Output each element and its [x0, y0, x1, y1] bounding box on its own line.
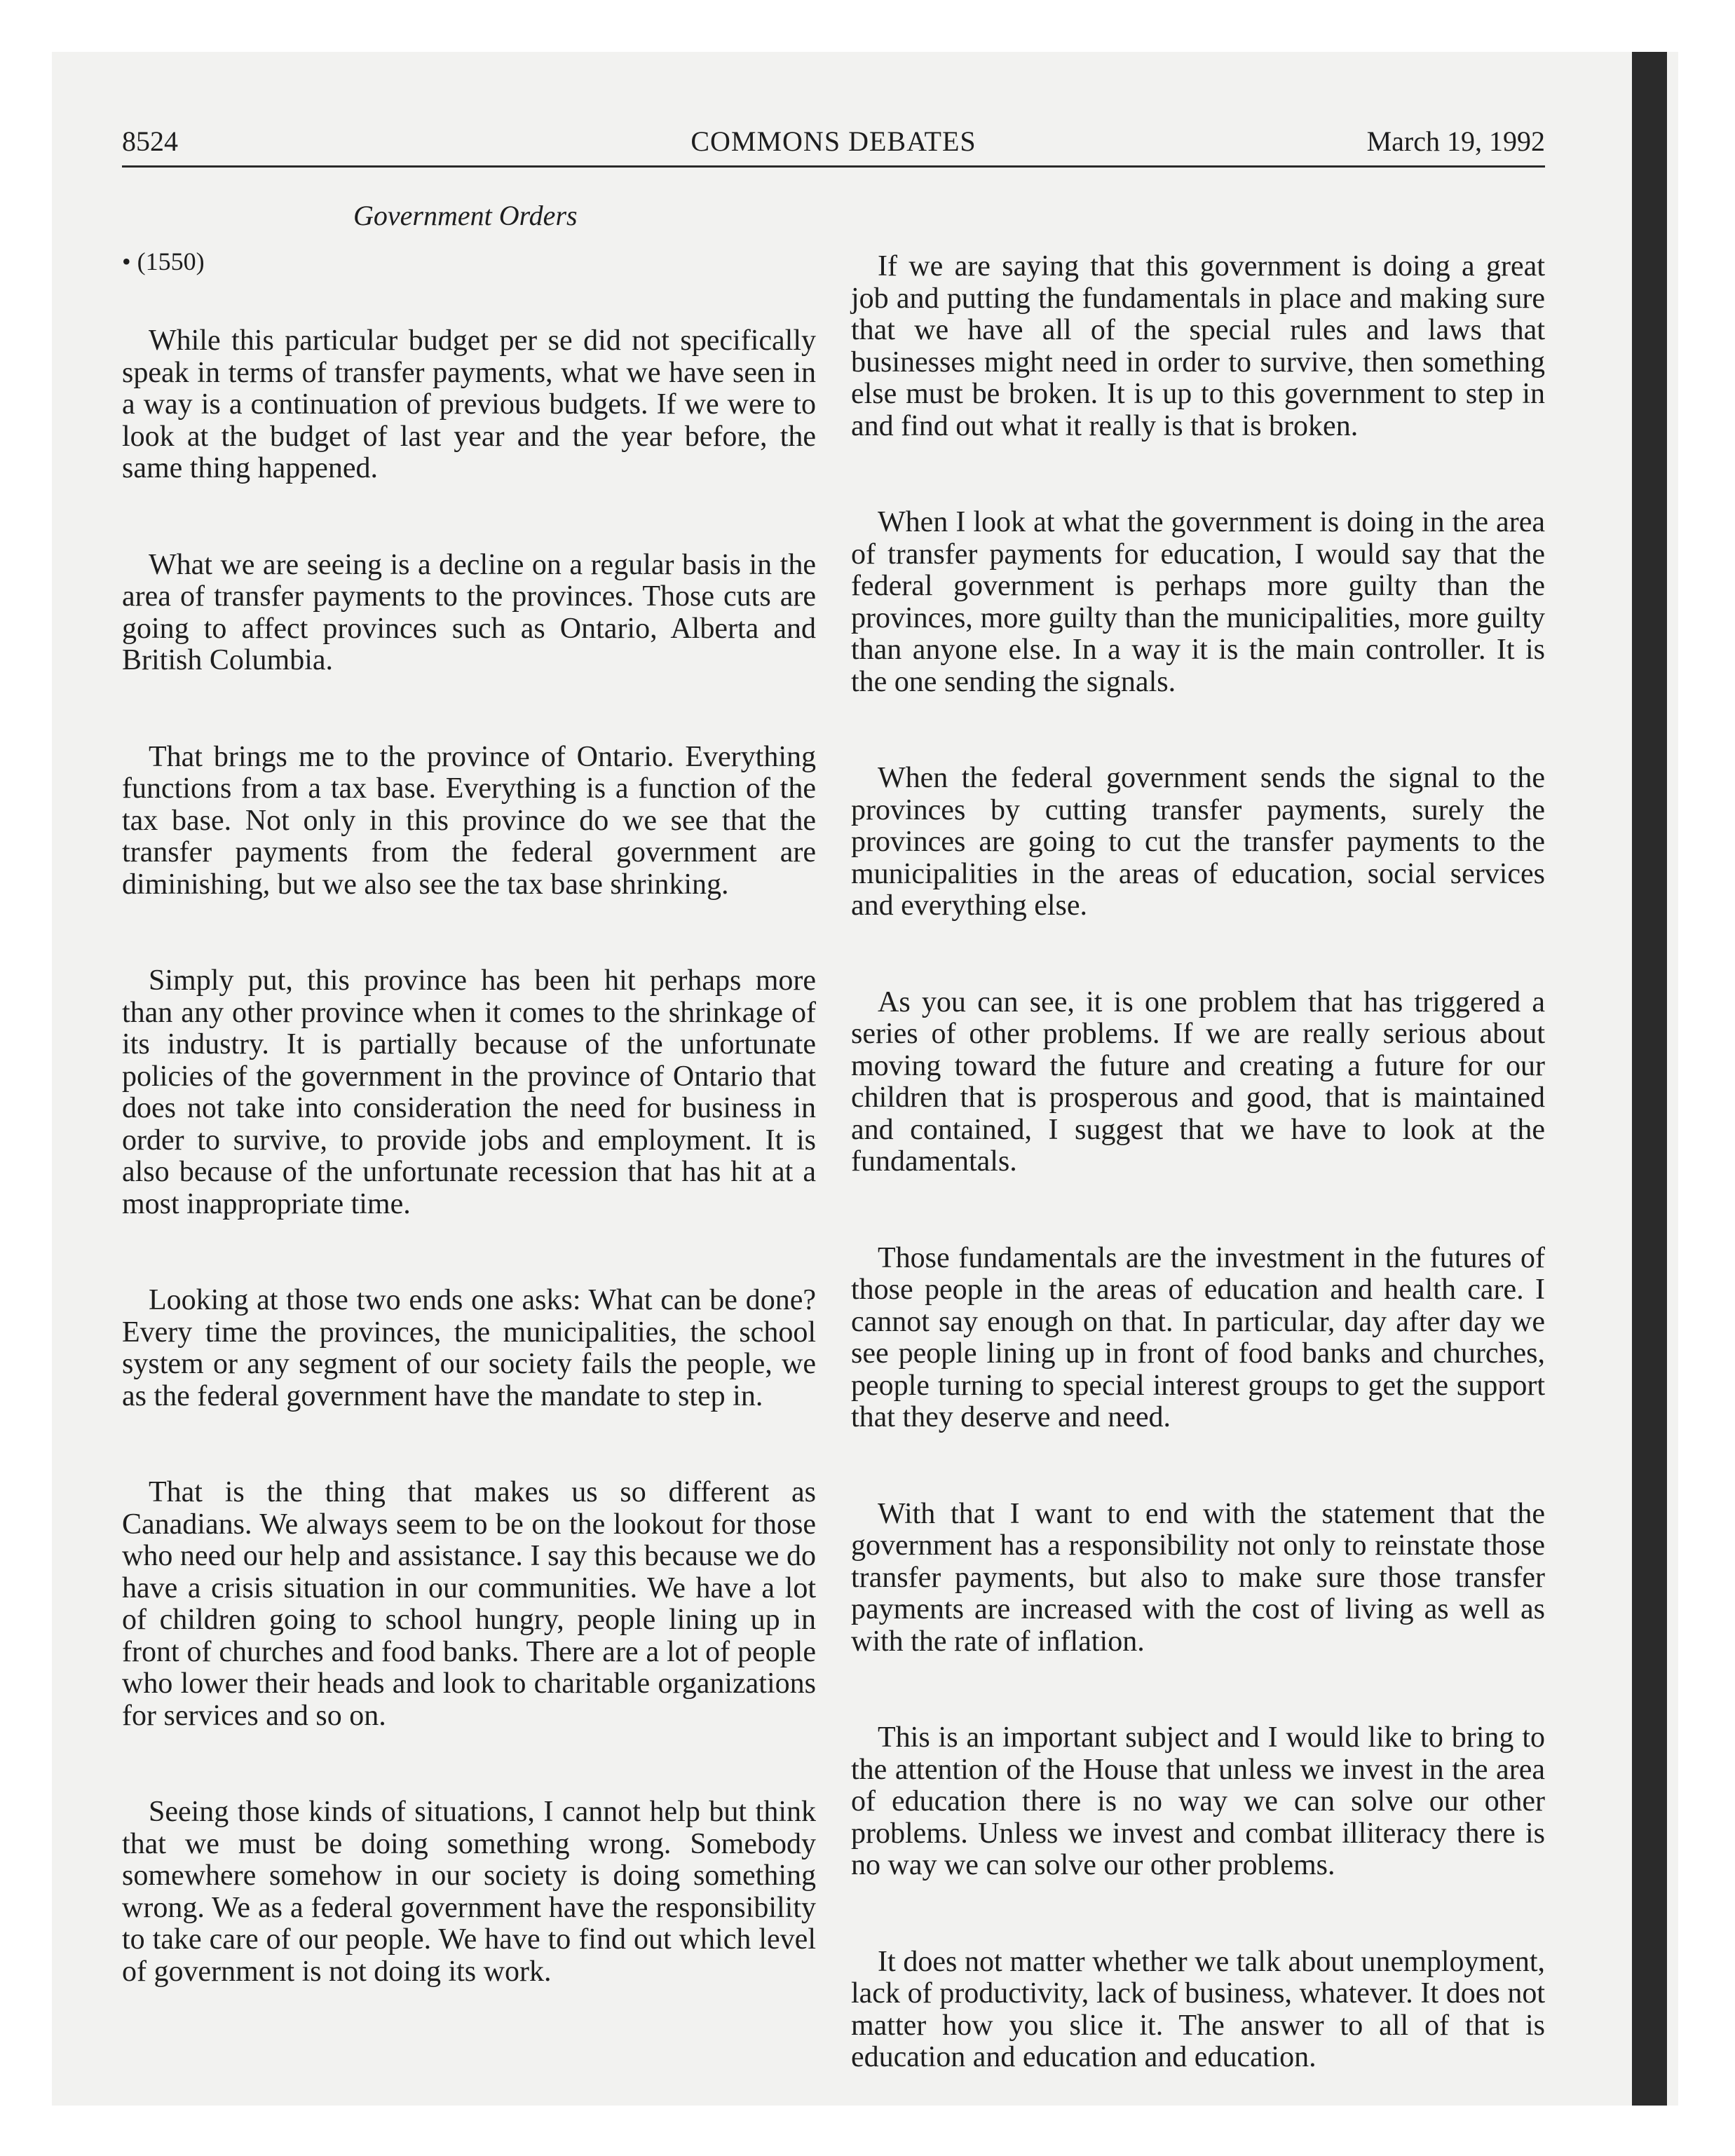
paragraph: This is an important subject and I would like to bring to the attention of the House that unless we invest in the area of education there is no way we can solve our other problems. Unless we invest and combat illiteracy there is no way we can solve our other problems. [851, 1721, 1545, 1881]
paragraph: As you can see, it is one problem that has triggered a series of other problems. If we are really serious about moving toward the future and creating a future for our children that is prosperous and good, that is maintained and contained, I suggest that we have to look at the fundamentals. [851, 985, 1545, 1178]
timestamp: • (1550) [122, 247, 205, 275]
paragraph: With that I want to end with the statement that the government has a responsibility not only to reinstate those transfer payments, but also to make sure those transfer payments are increased with the cost of living as well as with the rate of inflation. [851, 1497, 1545, 1658]
paragraph: When the federal government sends the signal to the provinces by cutting transfer payments, surely the provinces are going to cut the transfer payments to the municipalities in the areas of education, social services and everything else. [851, 762, 1545, 922]
paragraph: That is the thing that makes us so different as Canadians. We always seem to be on the lookout for those who need our help and assistance. I say this because we do have a crisis situation in our communities. We have a lot of children going to school hungry, people lining up in front of churches and food banks. There are a lot of people who lower their heads and look to charitable organizations for services and so on. [122, 1476, 816, 1732]
paragraph: Looking at those two ends one asks: What can be done? Every time the provinces, the municipalities, the school system or any segment of our society fails the people, we as the federal government have the mandate to step in. [122, 1284, 816, 1412]
header-rule [122, 165, 1545, 168]
paragraph: What we are seeing is a decline on a regular basis in the area of transfer payments to the provinces. Those cuts are going to affect provinces such as Ontario, Alberta and British Columbia. [122, 548, 816, 676]
page-date: March 19, 1992 [1366, 125, 1545, 157]
paragraph: That brings me to the province of Ontario. Everything functions from a tax base. Everything is a function of the tax base. Not only in this province do we see that the transfer payments from the federal government are diminishing, but we also see the tax base shrinking. [122, 740, 816, 901]
paragraph: Seeing those kinds of situations, I cannot help but think that we must be doing something wrong. Somebody somewhere somehow in our society is doing something wrong. We as a federal government have the responsibility to take care of our people. We have to find out which level of government is not doing its work. [122, 1796, 816, 1988]
page-header [122, 125, 1545, 167]
paragraph: If we are saying that this government is doing a great job and putting the fundamentals in place and making sure that we have all of the special rules and laws that businesses might need in order to survive, then something else must be broken. It is up to this government to step in and find out what it really is that is broken. [851, 250, 1545, 442]
publication-title: COMMONS DEBATES [690, 125, 977, 157]
paragraph: While this particular budget per se did not specifically speak in terms of transfer payments, what we have seen in a way is a continuation of previous budgets. If we were to look at the budget of last year and the year before, the same thing happened. [122, 325, 816, 484]
scan-edge-bar [1632, 52, 1667, 2106]
paragraph: Those fundamentals are the investment in the futures of those people in the areas of education and health care. I cannot say enough on that. In particular, day after day we see people lining up in front of food banks and churches, people turning to special interest groups to get the support that they deserve and need. [851, 1241, 1545, 1433]
page-number: 8524 [122, 125, 178, 157]
paragraph: It does not matter whether we talk about unemployment, lack of productivity, lack of business, whatever. It does not matter how you slice it. The answer to all of that is education and education and education. [851, 1945, 1545, 2073]
section-title: Government Orders [353, 200, 578, 231]
left-column [122, 325, 816, 2052]
paragraph: Simply put, this province has been hit perhaps more than any other province when it comes to the shrinkage of its industry. It is partially because of the unfortunate policies of the government in the province of Ontario that does not take into consideration the need for business in order to survive, to provide jobs and employment. It is also because of the unfortunate recession that has hit at a most inappropriate time. [122, 964, 816, 1220]
right-column [851, 251, 1545, 2138]
paragraph: When I look at what the government is doing in the area of transfer payments for education, I would say that the federal government is perhaps more guilty than the provinces, more guilty than the municipalities, more guilty than anyone else. In a way it is the main controller. It is the one sending the signals. [851, 506, 1545, 698]
